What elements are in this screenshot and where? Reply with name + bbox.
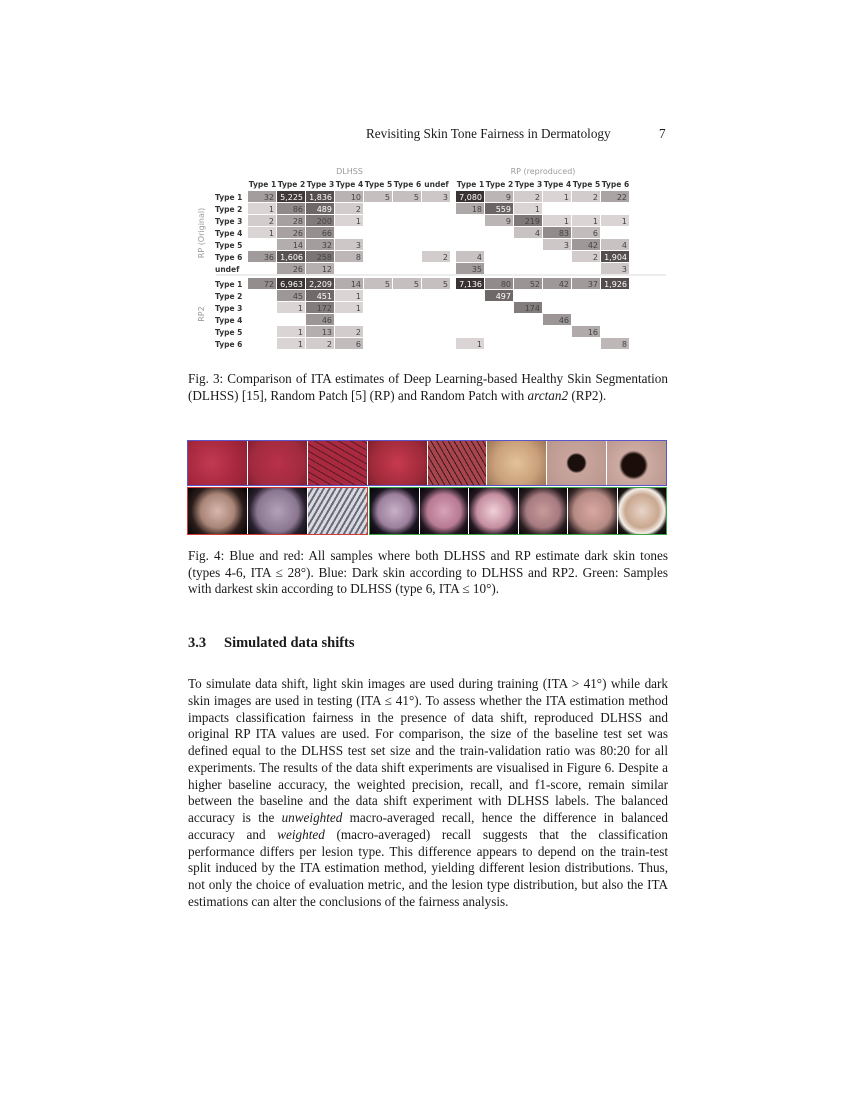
cell-value: 1 [621,217,627,226]
cell-value: 489 [316,205,332,214]
cell-value: 4 [534,229,540,238]
cell-value: 45 [292,292,303,301]
lesion-image [188,441,248,485]
figure-3-caption [188,371,668,404]
column-header: Type 4 [335,180,364,189]
cell-value: 37 [587,280,598,289]
row-group-label: RP2 [197,306,206,322]
figure-4-caption-label: Fig. 4: [188,548,225,563]
cell-value: 7,136 [459,280,482,289]
cell-value: 83 [558,229,569,238]
green-group [369,487,667,535]
cell-value: 22 [616,193,627,202]
figure-4-caption-text: Blue and red: All samples where both DLHSS and RP estimate dark skin tones (types 4-6, ITA ≤ 28°). Blue: Dark skin according to DLHSS and RP2. Green: Samples with darkest skin according to DLHSS (type 6, ITA ≤ 10°). [188,548,668,597]
cell-value: 26 [292,229,303,238]
row-label: Type 1 [215,280,243,289]
section-number: 3.3 [188,635,207,651]
cell-value: 2 [355,328,361,337]
cell-value: 1,606 [280,253,303,262]
body-paragraph [188,676,668,911]
body-emphasis-1: unweighted [281,810,343,825]
column-header: Type 6 [601,180,630,189]
cell-value: 14 [350,280,361,289]
cell-value: 16 [587,328,598,337]
cell-value: 28 [292,217,303,226]
cell-value: 1,836 [309,193,332,202]
cell-value: 32 [263,193,274,202]
panel-title-dlhss: DLHSS [336,167,363,176]
row-label: undef [215,265,240,274]
cell-value: 200 [316,217,332,226]
row-label: Type 2 [215,292,243,301]
row-label: Type 5 [215,241,243,250]
cell-value: 4 [621,241,627,250]
column-header: Type 4 [543,180,572,189]
cell-value: 5 [384,193,390,202]
row-label: Type 4 [215,229,243,238]
lesion-image [568,488,618,534]
row-label: Type 5 [215,328,243,337]
cell-value: 174 [524,304,540,313]
cell-value: 42 [587,241,598,250]
cell-value: 1,926 [604,280,627,289]
row-label: Type 3 [215,217,243,226]
cell-value: 6 [355,340,361,349]
lesion-image [308,441,368,485]
cell-value: 6,963 [280,280,303,289]
figure-4-top-row [187,440,667,486]
row-label: Type 3 [215,304,243,313]
cell-value: 12 [321,265,332,274]
cell-value: 1 [355,304,361,313]
cell-value: 9 [505,193,511,202]
column-header: Type 5 [364,180,393,189]
figure-3-caption-italic: arctan2 [527,387,569,403]
row-label: Type 6 [215,340,243,349]
column-header: Type 2 [277,180,306,189]
lesion-image [618,488,667,534]
cell-value: 2,209 [309,280,332,289]
cell-value: 8 [621,340,627,349]
cell-value: 2 [326,340,332,349]
row-group-label: RP (Original) [197,207,206,259]
cell-value: 1 [563,193,569,202]
red-group [187,487,368,535]
cell-value: 18 [471,205,482,214]
cell-value: 26 [292,265,303,274]
figure-3-caption-label: Fig. 3: [188,371,224,386]
section-title: Simulated data shifts [224,635,355,651]
cell-value: 1,904 [604,253,627,262]
lesion-image [370,488,420,534]
body-emphasis-2: weighted [277,826,325,842]
figure-3-heatmap [186,160,666,360]
cell-value: 559 [495,205,511,214]
cell-value: 5 [413,193,419,202]
body-text-1: To simulate data shift, light skin images are used during training (ITA > 41°) while dark skin images are used in testing (ITA ≤ 41°). To assess whether the ITA estimation method impacts classification fairness in the presence of data shift, reproduced DLHSS and original RP ITA values are used. For comparison, the size of the baseline test set was defined equal to the DLHSS test set size and the train-validation ratio was 80:20 for all experiments. The results of the data shift experiments are visualised in Figure 6. Despite a higher baseline accuracy, the weighted precision, recall, and f1-score, remain similar between the baseline and the data shift experiment with DLHSS labels. The balanced accuracy is the [188,676,668,825]
cell-value: 2 [534,193,540,202]
cell-value: 7,080 [459,193,482,202]
cell-value: 10 [350,193,361,202]
lesion-image [487,441,547,485]
lesion-image [188,488,248,534]
cell-value: 86 [292,205,303,214]
cell-value: 1 [355,292,361,301]
lesion-image [547,441,607,485]
lesion-image [420,488,470,534]
lesion-image [248,488,308,534]
cell-value: 3 [621,265,627,274]
cell-value: 52 [529,280,540,289]
cell-value: 35 [471,265,482,274]
cell-value: 6 [592,229,598,238]
figure-3-caption-end: (RP2). [568,387,607,403]
cell-value: 2 [268,217,274,226]
running-title: Revisiting Skin Tone Fairness in Dermatology [366,126,611,141]
figure-4-bottom-row [187,487,667,535]
cell-value: 4 [476,253,482,262]
cell-value: 36 [263,253,274,262]
column-header: Type 6 [393,180,422,189]
cell-value: 2 [592,193,598,202]
cell-value: 3 [563,241,569,250]
lesion-image [368,441,428,485]
column-header: Type 1 [456,180,485,189]
cell-value: 219 [524,217,540,226]
cell-value: 1 [297,340,303,349]
cell-value: 5 [384,280,390,289]
column-header: Type 2 [485,180,514,189]
cell-value: 8 [355,253,361,262]
cell-value: 5 [442,280,448,289]
cell-value: 1 [268,229,274,238]
lesion-image [607,441,666,485]
cell-value: 1 [268,205,274,214]
body-text-3: (macro-averaged) recall suggests that the classification performance differs per lesion type. This difference appears to depend on the train-test split induced by the ITA estimation method, yielding different lesion distributions. Thus, not only the choice of evaluation metric, and the lesion type distribution, but also the ITA estimations can alter the conclusions of the fairness analysis. [188,826,668,909]
column-header: undef [424,180,449,189]
column-header: Type 5 [572,180,601,189]
cell-value: 80 [500,280,511,289]
cell-value: 1 [297,304,303,313]
cell-value: 172 [316,304,332,313]
row-label: Type 6 [215,253,243,262]
cell-value: 258 [316,253,332,262]
cell-value: 1 [563,217,569,226]
cell-value: 5 [413,280,419,289]
figure-3-caption-text: Comparison of ITA estimates of Deep Learning-based Healthy Skin Segmentation (DLHSS) [15], Random Patch [5] (RP) and Random Patch with [188,371,668,403]
column-header: Type 1 [248,180,277,189]
cell-value: 46 [321,316,332,325]
row-label: Type 1 [215,193,243,202]
panel-title-rp: RP (reproduced) [510,167,576,176]
cell-value: 3 [355,241,361,250]
body-text-2: macro-averaged recall, hence the difference in balanced accuracy and [188,810,668,842]
cell-value: 2 [442,253,448,262]
lesion-image [428,441,488,485]
section-heading [188,635,355,652]
cell-value: 1 [355,217,361,226]
cell-value: 9 [505,217,511,226]
lesion-image [248,441,308,485]
cell-value: 72 [263,280,274,289]
lesion-image [308,488,367,534]
cell-value: 1 [534,205,540,214]
cell-value: 1 [476,340,482,349]
cell-value: 3 [442,193,448,202]
cell-value: 1 [592,217,598,226]
cell-value: 2 [355,205,361,214]
cell-value: 5,225 [280,193,303,202]
cell-value: 32 [321,241,332,250]
cell-value: 13 [321,328,332,337]
lesion-image [519,488,569,534]
column-header: Type 3 [514,180,543,189]
row-label: Type 4 [215,316,243,325]
cell-value: 42 [558,280,569,289]
column-header: Type 3 [306,180,335,189]
figure-4-caption [188,548,668,598]
cell-value: 46 [558,316,569,325]
page-number: 7 [659,126,666,141]
cell-value: 1 [297,328,303,337]
row-label: Type 2 [215,205,243,214]
lesion-image [469,488,519,534]
cell-value: 14 [292,241,303,250]
cell-value: 451 [316,292,332,301]
cell-value: 2 [592,253,598,262]
cell-value: 497 [495,292,511,301]
cell-value: 66 [321,229,332,238]
